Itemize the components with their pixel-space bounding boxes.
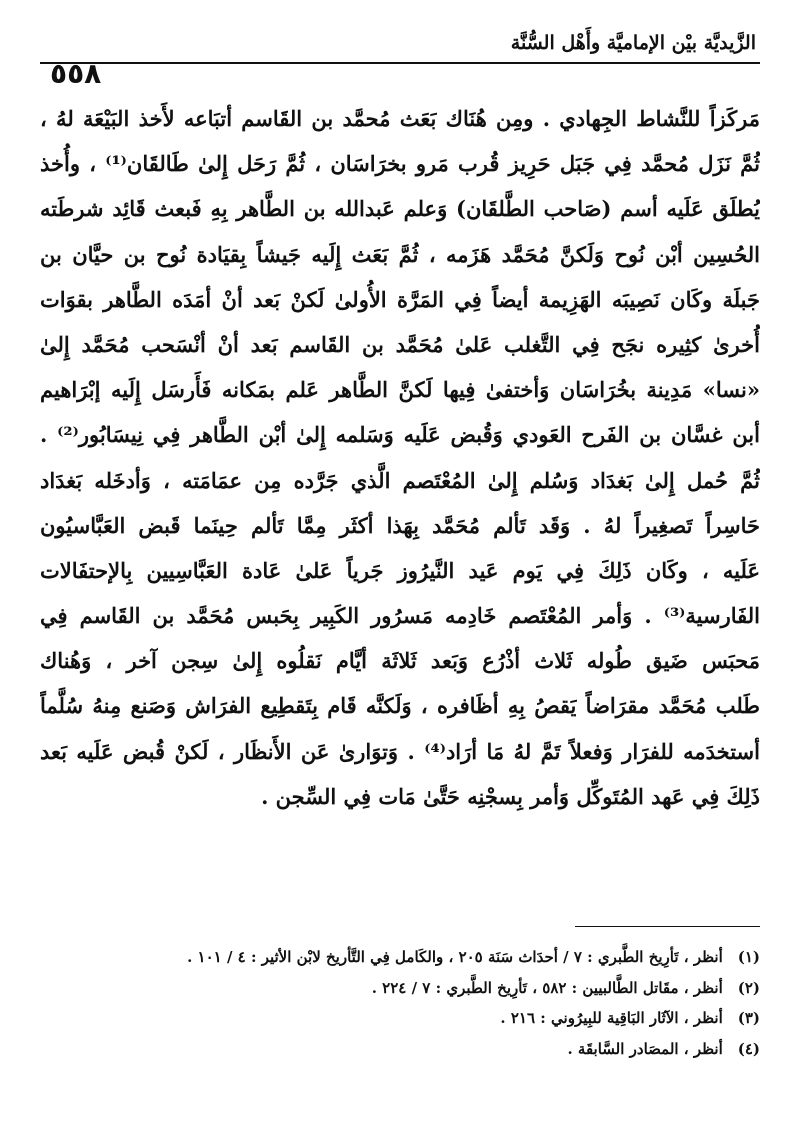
text-line: طَلب مُحَمَّد مقرَاضاً يَقصُ بِهِ أظَافره ، وَلَكنَّه قَام بِتَقطِيع الفرَاش وَصَنع مِنهُ سُلَّماً [40,693,760,719]
text-line: ثُمَّ حُمل إِلىٰ بَغدَاد وَسُلم إِلىٰ المُعْتَصم الَّذي جَرَّده مِن عمَامَته ، وَأدخَله بَغدَاد [40,467,760,493]
footnote-text: أنظر ، المصَادر السَّابقَة . [567,1039,723,1058]
footnote-number: (١) [737,948,760,966]
footnote-number: (٣) [737,1009,760,1027]
footnote-3 [40,1003,760,1034]
footnote-2 [40,973,760,1004]
running-header-title: الزَّيديَّة بيْن الإماميَّة وأَهْل السُّنَّة [510,32,756,54]
text-line: «نسا» مَدِينة بخُرَاسَان وَأختفىٰ فِيها لَكنَّ الطَّاهر عَلم بمَكانه فَأَرسَل إِلَيه إبْرَاهيم [40,377,760,403]
text-line: حَاسِراً تَصغِيراً لهُ . وَقَد تَألم مُحَمَّد بِهَذا أكثَر مِمَّا تَألم حِينَما قَبض العَبَّاسيُون [40,512,760,538]
footnote-text: أنظر ، الآثَار البَاقِية للبِيرُوني : ٢١٦ . [500,1009,723,1027]
text-line: ذَلِكَ فِي عَهد المُتَوكِّل وَأمر بِسجْنِه حَتَّىٰ مَات فِي السِّجن . [261,783,760,809]
footnote-1 [40,942,760,973]
text-line: أُخرىٰ كثِيره نجَح فِي التَّغلب عَلىٰ مُحَمَّد بن القَاسم بَعد أنْ أنْسَحب مُحَمَّد إِلىٰ [40,331,760,357]
main-text [40,96,760,819]
text-line: عَلَيه ، وكَان ذَلِكَ فِي يَوم عَيد النَّيرُوز جَرياً عَلىٰ عَادة العَبَّاسِيين بِالإحتفَالات [40,557,760,583]
footnote-text: أنظر ، مقَاتل الطَّالبيين : ٥٨٢ ، تَأرِيخ الطَّبري : ٧ / ٢٢٤ . [371,978,723,997]
text-line: الحُسِين أبْن نُوح وَلَكنَّ مُحَمَّد هَزَمه ، ثُمَّ بَعَث إِلَيه جَيشاً بِقيَادة نُوح بن حيَّان بن [40,241,760,267]
footnote-number: (٤) [737,1039,760,1058]
text-line: ثُمَّ نَزَل مُحمَّد فِي جَبَل حَرِيز قُرب مَرو بخرَاسَان ، ثُمَّ رَحَل إِلىٰ طَالقَان⁽¹⁾ ، وأُخذ [40,151,760,177]
header-rule [40,62,760,64]
text-line: مَركَزاً للنَّشاط الجِهادي . ومِن هُنَاك بَعَث مُحمَّد بن القَاسم أتبَاعه لأَخذ البَيْعَة لهُ ، [40,106,760,131]
page-number: ٥٥٨ [50,57,102,90]
footnote-separator [575,926,760,927]
text-line: أستخدَمه للفرَار وَفعلاً تَمَّ لهُ مَا أرَاد⁽⁴⁾ . وَتوَارىٰ عَن الأَنظَار ، لَكنْ قُبض عَلَيه بَعد [40,738,760,764]
footnote-4 [40,1034,760,1065]
footnote-text: أنظر ، تَأرِيخ الطَّبري : ٧ / أحدَاث سَنَة ٢٠٥ ، والكَامل فِي التَّأريخ لابْن الأثير : ٤ / ١٠١ . [187,948,723,966]
text-line: جَبلَة وكَان نَصِيبَه الهَزِيمة أيضاً فِي المَرَّة الأُولىٰ لَكنْ بَعد أنْ أمَدَه الطَّاهر بقوَات [40,286,760,312]
text-line: يُطلَق عَلَيه أسم (صَاحب الطَّلقَان) وَعلم عَبدالله بن الطَّاهر بِهِ فَبعث قَائِد شرطَته [40,196,760,222]
text-line: مَحبَس ضَيق طُوله ثَلاث أذْرُع وَبَعد ثَلاثَة أيَّام نَقلُوه إِلىٰ سِجن آخر ، وَهُناك [40,648,760,674]
text-line: الفَارسية⁽³⁾ . وَأمر المُعْتَصم خَادِمه مَسرُور الكَبِير بِحَبس مُحَمَّد بن القَاسم فِي [40,603,760,629]
footnotes [40,942,760,1064]
footnote-number: (٢) [737,978,760,997]
text-line: أبن غسَّان بن الفَرح العَودي وَقُبض عَلَيه وَسَلمه إِلىٰ أبْن الطَّاهر فِي نِيسَابُور⁽²⁾ . [40,422,760,448]
